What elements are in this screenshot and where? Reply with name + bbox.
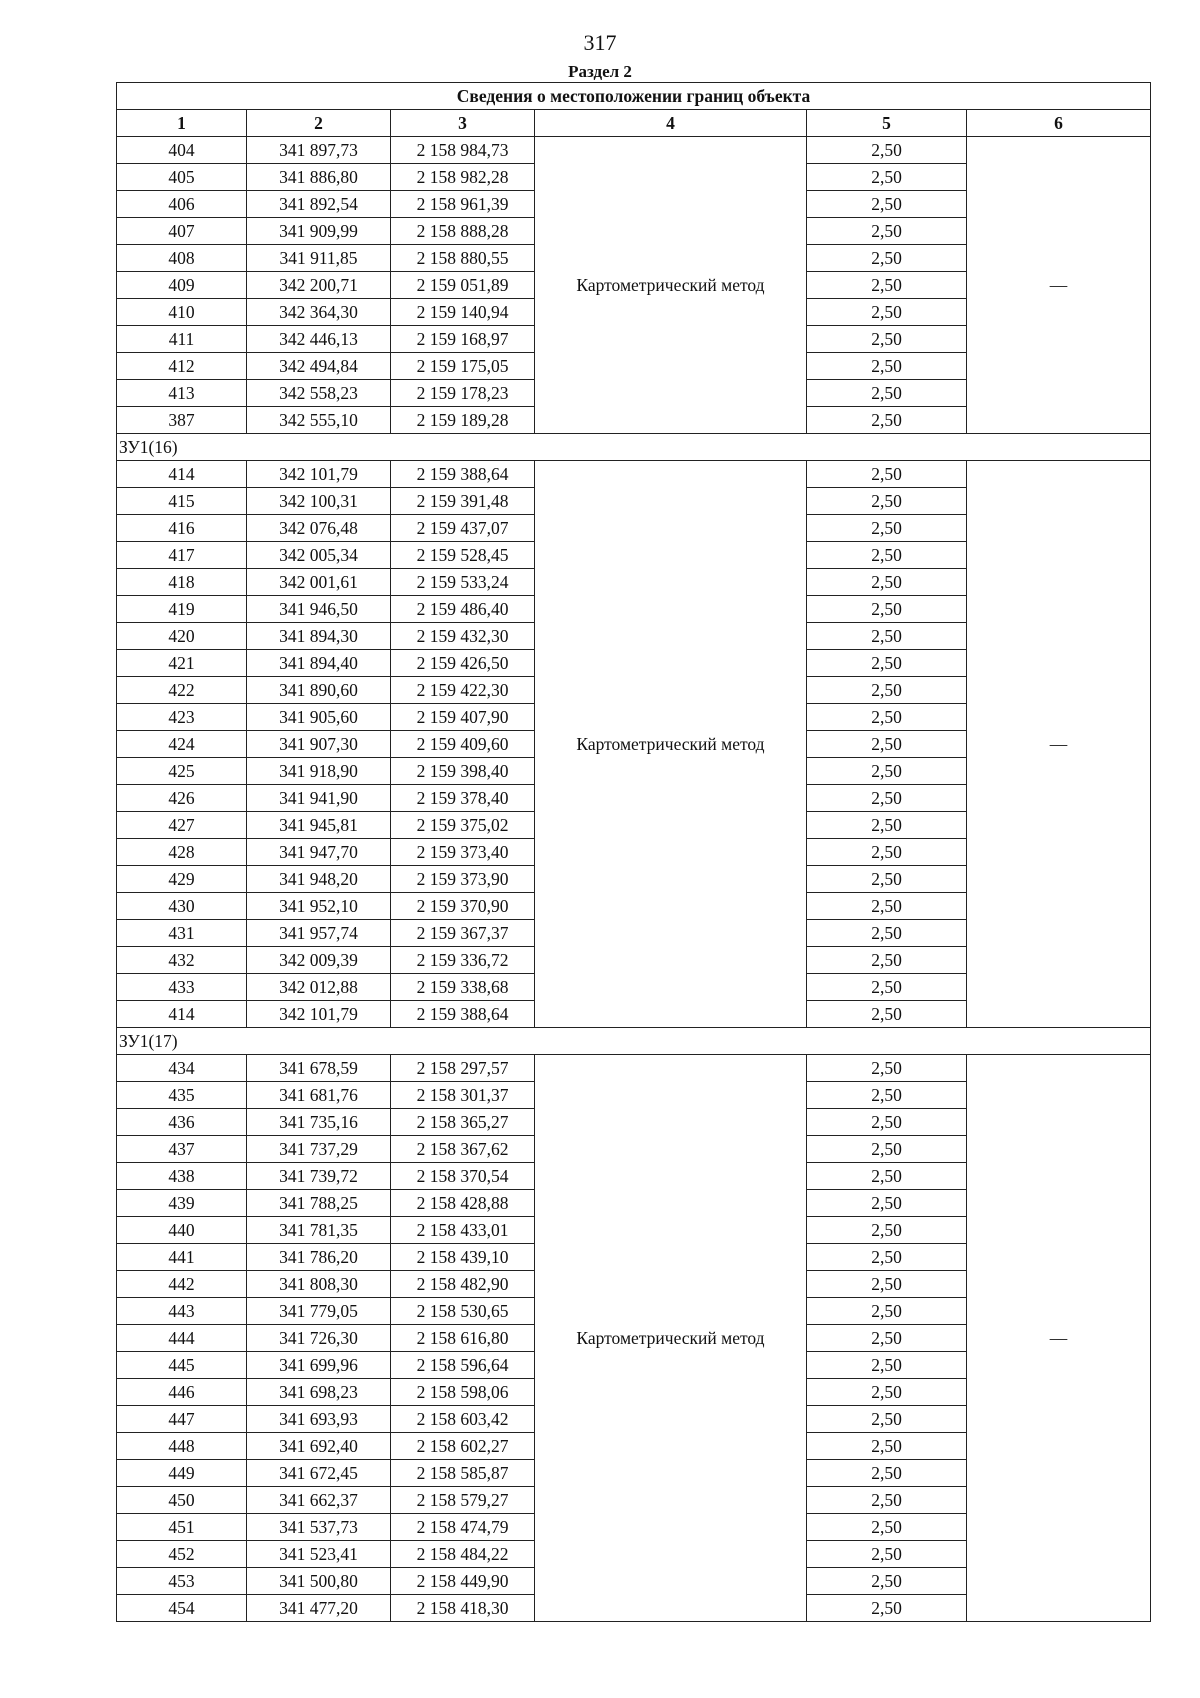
point-number-cell: 423 xyxy=(117,704,247,731)
y-coordinate-cell: 2 159 336,72 xyxy=(391,947,535,974)
y-coordinate-cell: 2 159 528,45 xyxy=(391,542,535,569)
x-coordinate-cell: 341 726,30 xyxy=(247,1325,391,1352)
point-number-cell: 435 xyxy=(117,1082,247,1109)
x-coordinate-cell: 341 905,60 xyxy=(247,704,391,731)
y-coordinate-cell: 2 158 603,42 xyxy=(391,1406,535,1433)
accuracy-cell: 2,50 xyxy=(807,623,967,650)
x-coordinate-cell: 341 500,80 xyxy=(247,1568,391,1595)
accuracy-cell: 2,50 xyxy=(807,380,967,407)
point-number-cell: 448 xyxy=(117,1433,247,1460)
x-coordinate-cell: 342 446,13 xyxy=(247,326,391,353)
accuracy-cell: 2,50 xyxy=(807,1298,967,1325)
accuracy-cell: 2,50 xyxy=(807,1433,967,1460)
y-coordinate-cell: 2 158 484,22 xyxy=(391,1541,535,1568)
point-number-cell: 454 xyxy=(117,1595,247,1622)
x-coordinate-cell: 341 948,20 xyxy=(247,866,391,893)
point-number-cell: 417 xyxy=(117,542,247,569)
y-coordinate-cell: 2 159 432,30 xyxy=(391,623,535,650)
x-coordinate-cell: 341 909,99 xyxy=(247,218,391,245)
x-coordinate-cell: 341 699,96 xyxy=(247,1352,391,1379)
accuracy-cell: 2,50 xyxy=(807,839,967,866)
point-number-cell: 427 xyxy=(117,812,247,839)
x-coordinate-cell: 342 101,79 xyxy=(247,461,391,488)
x-coordinate-cell: 342 558,23 xyxy=(247,380,391,407)
accuracy-cell: 2,50 xyxy=(807,947,967,974)
point-number-cell: 387 xyxy=(117,407,247,434)
y-coordinate-cell: 2 159 391,48 xyxy=(391,488,535,515)
method-cell: Картометрический метод xyxy=(535,1055,807,1622)
table-row xyxy=(117,1055,1151,1082)
x-coordinate-cell: 341 737,29 xyxy=(247,1136,391,1163)
accuracy-cell: 2,50 xyxy=(807,812,967,839)
point-number-cell: 419 xyxy=(117,596,247,623)
point-number-cell: 450 xyxy=(117,1487,247,1514)
y-coordinate-cell: 2 159 189,28 xyxy=(391,407,535,434)
y-coordinate-cell: 2 158 961,39 xyxy=(391,191,535,218)
page-number: 317 xyxy=(583,30,617,55)
accuracy-cell: 2,50 xyxy=(807,596,967,623)
accuracy-cell: 2,50 xyxy=(807,272,967,299)
x-coordinate-cell: 341 779,05 xyxy=(247,1298,391,1325)
y-coordinate-cell: 2 159 388,64 xyxy=(391,1001,535,1028)
x-coordinate-cell: 341 523,41 xyxy=(247,1541,391,1568)
point-number-cell: 449 xyxy=(117,1460,247,1487)
point-number-cell: 446 xyxy=(117,1379,247,1406)
accuracy-cell: 2,50 xyxy=(807,1055,967,1082)
x-coordinate-cell: 341 692,40 xyxy=(247,1433,391,1460)
y-coordinate-cell: 2 159 398,40 xyxy=(391,758,535,785)
x-coordinate-cell: 342 200,71 xyxy=(247,272,391,299)
accuracy-cell: 2,50 xyxy=(807,353,967,380)
point-number-cell: 415 xyxy=(117,488,247,515)
column-header-5: 5 xyxy=(807,110,967,137)
point-number-cell: 439 xyxy=(117,1190,247,1217)
x-coordinate-cell: 341 735,16 xyxy=(247,1109,391,1136)
accuracy-cell: 2,50 xyxy=(807,1325,967,1352)
accuracy-cell: 2,50 xyxy=(807,245,967,272)
point-number-cell: 433 xyxy=(117,974,247,1001)
accuracy-cell: 2,50 xyxy=(807,488,967,515)
point-number-cell: 404 xyxy=(117,137,247,164)
point-number-cell: 438 xyxy=(117,1163,247,1190)
x-coordinate-cell: 341 952,10 xyxy=(247,893,391,920)
x-coordinate-cell: 341 477,20 xyxy=(247,1595,391,1622)
point-number-cell: 432 xyxy=(117,947,247,974)
y-coordinate-cell: 2 159 338,68 xyxy=(391,974,535,1001)
y-coordinate-cell: 2 158 474,79 xyxy=(391,1514,535,1541)
x-coordinate-cell: 341 957,74 xyxy=(247,920,391,947)
method-cell: Картометрический метод xyxy=(535,137,807,434)
accuracy-cell: 2,50 xyxy=(807,1379,967,1406)
x-coordinate-cell: 341 662,37 xyxy=(247,1487,391,1514)
y-coordinate-cell: 2 158 482,90 xyxy=(391,1271,535,1298)
y-coordinate-cell: 2 158 370,54 xyxy=(391,1163,535,1190)
accuracy-cell: 2,50 xyxy=(807,326,967,353)
accuracy-cell: 2,50 xyxy=(807,1244,967,1271)
point-number-cell: 418 xyxy=(117,569,247,596)
accuracy-cell: 2,50 xyxy=(807,1082,967,1109)
y-coordinate-cell: 2 158 365,27 xyxy=(391,1109,535,1136)
x-coordinate-cell: 341 907,30 xyxy=(247,731,391,758)
x-coordinate-cell: 341 892,54 xyxy=(247,191,391,218)
point-number-cell: 405 xyxy=(117,164,247,191)
x-coordinate-cell: 342 555,10 xyxy=(247,407,391,434)
x-coordinate-cell: 342 076,48 xyxy=(247,515,391,542)
column-6-cell: — xyxy=(967,461,1151,1028)
point-number-cell: 440 xyxy=(117,1217,247,1244)
y-coordinate-cell: 2 159 051,89 xyxy=(391,272,535,299)
y-coordinate-cell: 2 159 168,97 xyxy=(391,326,535,353)
y-coordinate-cell: 2 159 178,23 xyxy=(391,380,535,407)
accuracy-cell: 2,50 xyxy=(807,731,967,758)
point-number-cell: 451 xyxy=(117,1514,247,1541)
accuracy-cell: 2,50 xyxy=(807,542,967,569)
table-row xyxy=(117,137,1151,164)
y-coordinate-cell: 2 159 140,94 xyxy=(391,299,535,326)
column-header-4: 4 xyxy=(535,110,807,137)
y-coordinate-cell: 2 158 984,73 xyxy=(391,137,535,164)
accuracy-cell: 2,50 xyxy=(807,1136,967,1163)
point-number-cell: 443 xyxy=(117,1298,247,1325)
point-number-cell: 414 xyxy=(117,1001,247,1028)
zone-row xyxy=(117,1028,1151,1055)
point-number-cell: 411 xyxy=(117,326,247,353)
point-number-cell: 425 xyxy=(117,758,247,785)
y-coordinate-cell: 2 159 388,64 xyxy=(391,461,535,488)
x-coordinate-cell: 341 739,72 xyxy=(247,1163,391,1190)
x-coordinate-cell: 341 946,50 xyxy=(247,596,391,623)
y-coordinate-cell: 2 159 486,40 xyxy=(391,596,535,623)
accuracy-cell: 2,50 xyxy=(807,1190,967,1217)
x-coordinate-cell: 341 941,90 xyxy=(247,785,391,812)
accuracy-cell: 2,50 xyxy=(807,1595,967,1622)
accuracy-cell: 2,50 xyxy=(807,677,967,704)
x-coordinate-cell: 342 494,84 xyxy=(247,353,391,380)
point-number-cell: 453 xyxy=(117,1568,247,1595)
table-header-row xyxy=(117,110,1151,137)
y-coordinate-cell: 2 159 533,24 xyxy=(391,569,535,596)
accuracy-cell: 2,50 xyxy=(807,299,967,326)
accuracy-cell: 2,50 xyxy=(807,920,967,947)
x-coordinate-cell: 341 911,85 xyxy=(247,245,391,272)
accuracy-cell: 2,50 xyxy=(807,704,967,731)
y-coordinate-cell: 2 158 888,28 xyxy=(391,218,535,245)
y-coordinate-cell: 2 159 367,37 xyxy=(391,920,535,947)
accuracy-cell: 2,50 xyxy=(807,1352,967,1379)
point-number-cell: 445 xyxy=(117,1352,247,1379)
y-coordinate-cell: 2 158 982,28 xyxy=(391,164,535,191)
y-coordinate-cell: 2 158 596,64 xyxy=(391,1352,535,1379)
y-coordinate-cell: 2 159 409,60 xyxy=(391,731,535,758)
accuracy-cell: 2,50 xyxy=(807,1487,967,1514)
point-number-cell: 416 xyxy=(117,515,247,542)
x-coordinate-cell: 341 894,30 xyxy=(247,623,391,650)
y-coordinate-cell: 2 158 585,87 xyxy=(391,1460,535,1487)
y-coordinate-cell: 2 158 297,57 xyxy=(391,1055,535,1082)
x-coordinate-cell: 342 012,88 xyxy=(247,974,391,1001)
x-coordinate-cell: 342 009,39 xyxy=(247,947,391,974)
accuracy-cell: 2,50 xyxy=(807,1271,967,1298)
x-coordinate-cell: 341 894,40 xyxy=(247,650,391,677)
point-number-cell: 441 xyxy=(117,1244,247,1271)
y-coordinate-cell: 2 159 426,50 xyxy=(391,650,535,677)
point-number-cell: 452 xyxy=(117,1541,247,1568)
x-coordinate-cell: 341 918,90 xyxy=(247,758,391,785)
point-number-cell: 408 xyxy=(117,245,247,272)
x-coordinate-cell: 341 672,45 xyxy=(247,1460,391,1487)
x-coordinate-cell: 341 886,80 xyxy=(247,164,391,191)
x-coordinate-cell: 342 005,34 xyxy=(247,542,391,569)
accuracy-cell: 2,50 xyxy=(807,785,967,812)
point-number-cell: 430 xyxy=(117,893,247,920)
point-number-cell: 413 xyxy=(117,380,247,407)
accuracy-cell: 2,50 xyxy=(807,866,967,893)
accuracy-cell: 2,50 xyxy=(807,407,967,434)
y-coordinate-cell: 2 159 378,40 xyxy=(391,785,535,812)
x-coordinate-cell: 341 693,93 xyxy=(247,1406,391,1433)
accuracy-cell: 2,50 xyxy=(807,1460,967,1487)
y-coordinate-cell: 2 159 373,90 xyxy=(391,866,535,893)
accuracy-cell: 2,50 xyxy=(807,191,967,218)
y-coordinate-cell: 2 159 437,07 xyxy=(391,515,535,542)
point-number-cell: 444 xyxy=(117,1325,247,1352)
y-coordinate-cell: 2 158 433,01 xyxy=(391,1217,535,1244)
column-6-cell: — xyxy=(967,137,1151,434)
x-coordinate-cell: 341 890,60 xyxy=(247,677,391,704)
accuracy-cell: 2,50 xyxy=(807,1568,967,1595)
x-coordinate-cell: 341 897,73 xyxy=(247,137,391,164)
accuracy-cell: 2,50 xyxy=(807,650,967,677)
y-coordinate-cell: 2 158 439,10 xyxy=(391,1244,535,1271)
y-coordinate-cell: 2 158 880,55 xyxy=(391,245,535,272)
point-number-cell: 447 xyxy=(117,1406,247,1433)
x-coordinate-cell: 341 678,59 xyxy=(247,1055,391,1082)
x-coordinate-cell: 341 945,81 xyxy=(247,812,391,839)
y-coordinate-cell: 2 158 428,88 xyxy=(391,1190,535,1217)
accuracy-cell: 2,50 xyxy=(807,515,967,542)
point-number-cell: 410 xyxy=(117,299,247,326)
table-caption-row xyxy=(117,83,1151,110)
x-coordinate-cell: 342 001,61 xyxy=(247,569,391,596)
accuracy-cell: 2,50 xyxy=(807,1217,967,1244)
y-coordinate-cell: 2 159 407,90 xyxy=(391,704,535,731)
y-coordinate-cell: 2 159 422,30 xyxy=(391,677,535,704)
x-coordinate-cell: 341 786,20 xyxy=(247,1244,391,1271)
y-coordinate-cell: 2 159 375,02 xyxy=(391,812,535,839)
x-coordinate-cell: 341 681,76 xyxy=(247,1082,391,1109)
accuracy-cell: 2,50 xyxy=(807,974,967,1001)
point-number-cell: 428 xyxy=(117,839,247,866)
point-number-cell: 436 xyxy=(117,1109,247,1136)
column-header-2: 2 xyxy=(247,110,391,137)
column-header-3: 3 xyxy=(391,110,535,137)
point-number-cell: 437 xyxy=(117,1136,247,1163)
y-coordinate-cell: 2 158 530,65 xyxy=(391,1298,535,1325)
accuracy-cell: 2,50 xyxy=(807,1406,967,1433)
zone-label: ЗУ1(16) xyxy=(117,434,1151,461)
point-number-cell: 414 xyxy=(117,461,247,488)
y-coordinate-cell: 2 158 616,80 xyxy=(391,1325,535,1352)
table-caption: Сведения о местоположении границ объекта xyxy=(117,83,1151,110)
zone-label: ЗУ1(17) xyxy=(117,1028,1151,1055)
method-cell: Картометрический метод xyxy=(535,461,807,1028)
accuracy-cell: 2,50 xyxy=(807,1109,967,1136)
x-coordinate-cell: 341 788,25 xyxy=(247,1190,391,1217)
y-coordinate-cell: 2 158 367,62 xyxy=(391,1136,535,1163)
accuracy-cell: 2,50 xyxy=(807,1514,967,1541)
accuracy-cell: 2,50 xyxy=(807,461,967,488)
point-number-cell: 406 xyxy=(117,191,247,218)
section-title: Раздел 2 xyxy=(568,62,632,81)
x-coordinate-cell: 341 537,73 xyxy=(247,1514,391,1541)
y-coordinate-cell: 2 159 373,40 xyxy=(391,839,535,866)
point-number-cell: 431 xyxy=(117,920,247,947)
y-coordinate-cell: 2 158 301,37 xyxy=(391,1082,535,1109)
column-6-cell: — xyxy=(967,1055,1151,1622)
boundary-coordinates-table xyxy=(116,82,1151,1622)
point-number-cell: 434 xyxy=(117,1055,247,1082)
point-number-cell: 409 xyxy=(117,272,247,299)
column-header-1: 1 xyxy=(117,110,247,137)
point-number-cell: 412 xyxy=(117,353,247,380)
x-coordinate-cell: 341 947,70 xyxy=(247,839,391,866)
column-header-6: 6 xyxy=(967,110,1151,137)
accuracy-cell: 2,50 xyxy=(807,1001,967,1028)
accuracy-cell: 2,50 xyxy=(807,218,967,245)
accuracy-cell: 2,50 xyxy=(807,569,967,596)
y-coordinate-cell: 2 158 598,06 xyxy=(391,1379,535,1406)
x-coordinate-cell: 342 364,30 xyxy=(247,299,391,326)
y-coordinate-cell: 2 158 418,30 xyxy=(391,1595,535,1622)
accuracy-cell: 2,50 xyxy=(807,164,967,191)
accuracy-cell: 2,50 xyxy=(807,1541,967,1568)
accuracy-cell: 2,50 xyxy=(807,1163,967,1190)
x-coordinate-cell: 341 808,30 xyxy=(247,1271,391,1298)
y-coordinate-cell: 2 158 602,27 xyxy=(391,1433,535,1460)
x-coordinate-cell: 341 781,35 xyxy=(247,1217,391,1244)
point-number-cell: 420 xyxy=(117,623,247,650)
table-row xyxy=(117,461,1151,488)
y-coordinate-cell: 2 158 579,27 xyxy=(391,1487,535,1514)
point-number-cell: 422 xyxy=(117,677,247,704)
y-coordinate-cell: 2 159 175,05 xyxy=(391,353,535,380)
point-number-cell: 429 xyxy=(117,866,247,893)
point-number-cell: 426 xyxy=(117,785,247,812)
point-number-cell: 421 xyxy=(117,650,247,677)
point-number-cell: 407 xyxy=(117,218,247,245)
y-coordinate-cell: 2 159 370,90 xyxy=(391,893,535,920)
zone-row xyxy=(117,434,1151,461)
accuracy-cell: 2,50 xyxy=(807,137,967,164)
x-coordinate-cell: 341 698,23 xyxy=(247,1379,391,1406)
x-coordinate-cell: 342 101,79 xyxy=(247,1001,391,1028)
table-body xyxy=(117,83,1151,1622)
x-coordinate-cell: 342 100,31 xyxy=(247,488,391,515)
point-number-cell: 424 xyxy=(117,731,247,758)
accuracy-cell: 2,50 xyxy=(807,893,967,920)
accuracy-cell: 2,50 xyxy=(807,758,967,785)
y-coordinate-cell: 2 158 449,90 xyxy=(391,1568,535,1595)
point-number-cell: 442 xyxy=(117,1271,247,1298)
